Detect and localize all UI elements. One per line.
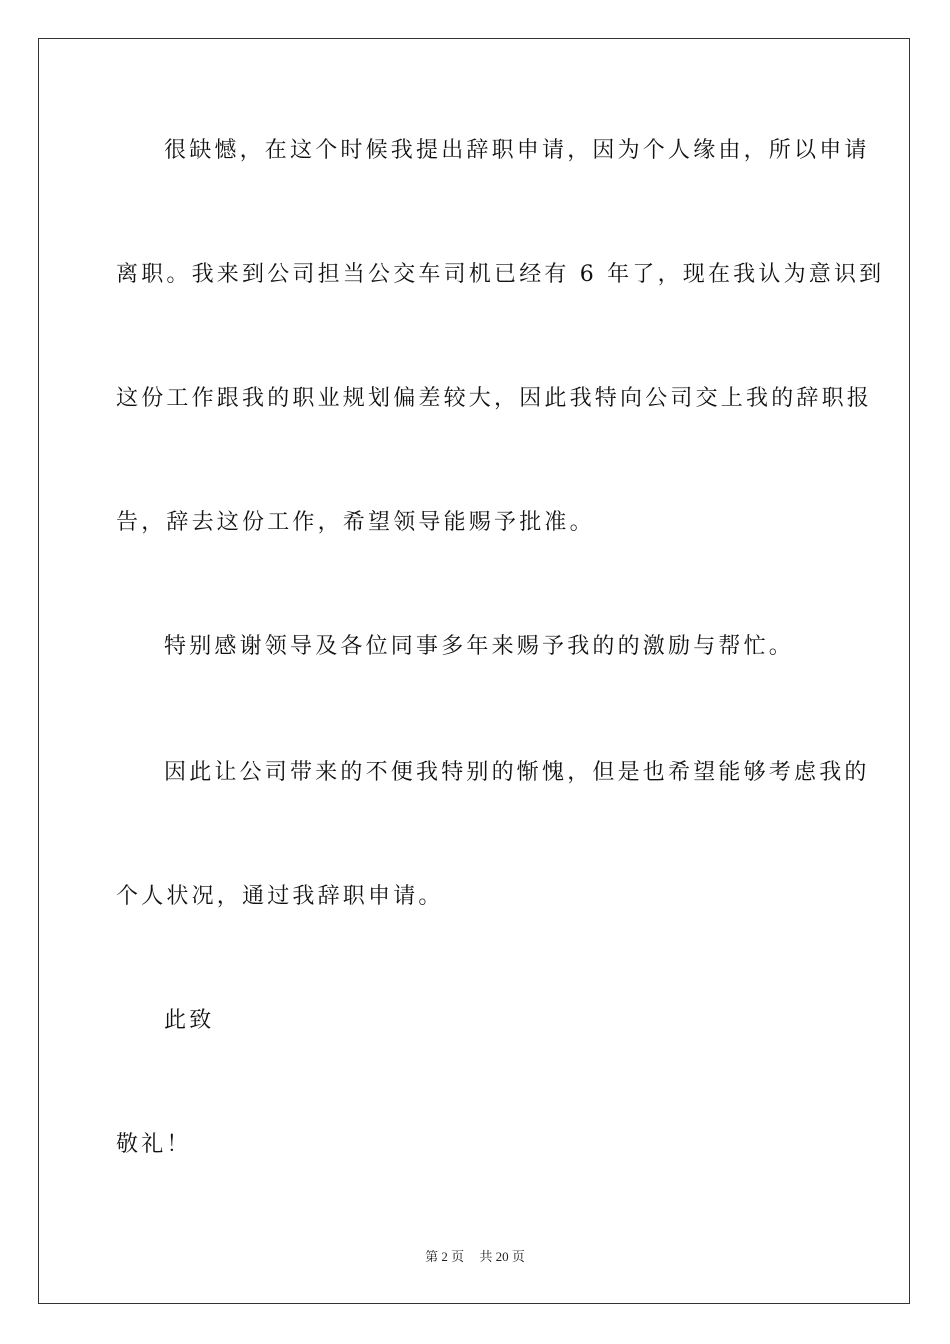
closing-salutation: 此致 — [164, 1008, 215, 1033]
body-line-2: 离职。我来到公司担当公交车司机已经有 6 年了，现在我认为意识到 — [116, 262, 885, 287]
body-line-7: 个人状况，通过我辞职申请。 — [116, 884, 444, 909]
body-line-3: 这份工作跟我的职业规划偏差较大，因此我特向公司交上我的辞职报 — [116, 386, 873, 411]
page-footer — [0, 1246, 950, 1265]
body-line-4: 告，辞去这份工作，希望领导能赐予批准。 — [116, 510, 595, 535]
page-number: 第 2 页 — [425, 1249, 465, 1264]
closing-regards: 敬礼！ — [116, 1132, 192, 1157]
body-line-5: 特别感谢领导及各位同事多年来赐予我的的激励与帮忙。 — [164, 634, 795, 659]
page-total: 共 20 页 — [479, 1249, 525, 1264]
body-line-6: 因此让公司带来的不便我特别的惭愧，但是也希望能够考虑我的 — [164, 760, 870, 785]
page-border — [38, 38, 910, 1304]
body-line-1: 很缺憾，在这个时候我提出辞职申请，因为个人缘由，所以申请 — [164, 138, 870, 163]
